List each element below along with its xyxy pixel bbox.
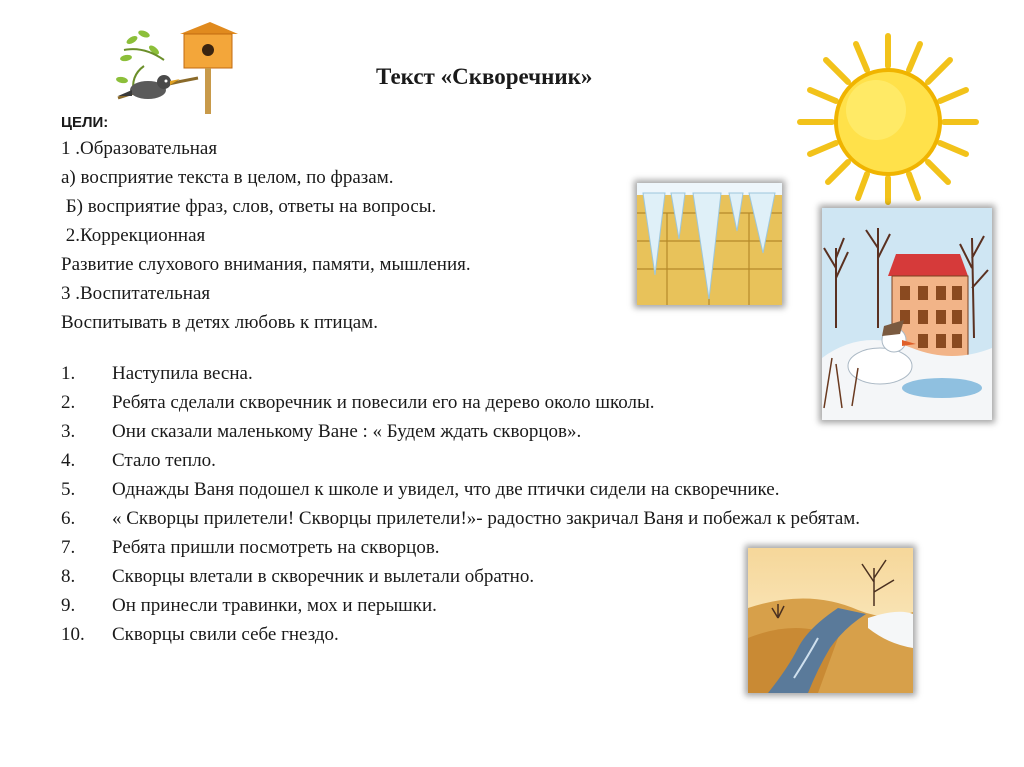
item-number: 9. [61, 595, 76, 616]
goal-line: Развитие слухового внимания, памяти, мышления. [61, 254, 471, 275]
page-title: Текст «Скворечник» [376, 64, 593, 89]
item-number: 2. [61, 392, 76, 413]
item-text: Наступила весна. [112, 363, 253, 384]
item-text: Он принесли травинки, мох и перышки. [112, 595, 437, 616]
goals-label: ЦЕЛИ: [61, 114, 109, 131]
item-text: Они сказали маленькому Ване : « Будем ждать скворцов». [112, 421, 582, 442]
item-number: 7. [61, 537, 76, 558]
list-item [61, 421, 961, 443]
list-item [61, 508, 972, 530]
birdhouse-illustration [114, 20, 238, 116]
item-text: Стало тепло. [112, 450, 216, 471]
list-item [61, 363, 961, 385]
item-number: 6. [61, 508, 76, 529]
item-text: Скворцы влетали в скворечник и вылетали обратно. [112, 566, 535, 587]
item-number: 10. [61, 624, 85, 645]
item-number: 4. [61, 450, 76, 471]
goal-line: Б) восприятие фраз, слов, ответы на вопросы. [61, 196, 437, 217]
goal-line: 3 .Воспитательная [61, 283, 211, 304]
spring-stream-illustration [748, 548, 913, 693]
item-number: 1. [61, 363, 76, 384]
item-number: 5. [61, 479, 76, 500]
list-item [61, 450, 961, 472]
goal-line: 2.Коррекционная [61, 225, 206, 246]
sun-illustration [792, 30, 982, 205]
item-text: Ребята сделали скворечник и повесили его на дерево около школы. [112, 392, 655, 413]
list-item [61, 479, 961, 501]
item-text: « Скворцы прилетели! Скворцы прилетели!»- радостно закричал Ваня и побежал к ребятам. [112, 508, 861, 529]
item-text: Однажды Ваня подошел к школе и увидел, что две птички сидели на скворечнике. [112, 479, 780, 500]
list-item [61, 392, 961, 414]
item-number: 3. [61, 421, 76, 442]
goal-line: Воспитывать в детях любовь к птицам. [61, 312, 378, 333]
goal-line: а) восприятие текста в целом, по фразам. [61, 167, 394, 188]
item-number: 8. [61, 566, 76, 587]
item-text: Ребята пришли посмотреть на скворцов. [112, 537, 440, 558]
goal-line: 1 .Образовательная [61, 138, 218, 159]
icicles-illustration [637, 183, 782, 305]
item-text: Скворцы свили себе гнездо. [112, 624, 339, 645]
